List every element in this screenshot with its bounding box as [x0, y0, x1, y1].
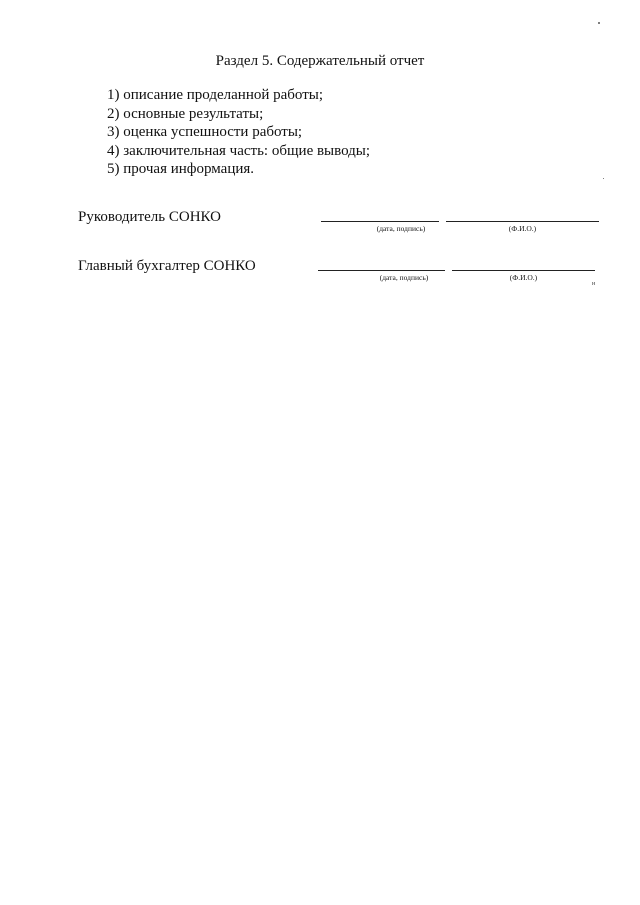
name-line — [446, 221, 599, 222]
list-item: 2) основные результаты; — [107, 105, 264, 122]
name-line — [452, 270, 595, 271]
date-signature-caption: (дата, подпись) — [379, 273, 429, 282]
scan-speck — [598, 22, 600, 24]
list-item: 3) оценка успешности работы; — [107, 124, 303, 140]
signature-label: Руководитель СОНКО — [78, 209, 221, 225]
name-caption: (Ф.И.О.) — [509, 273, 538, 282]
scan-speck — [603, 178, 604, 179]
section-title: Раздел 5. Содержательный отчет — [215, 53, 425, 69]
name-caption: (Ф.И.О.) — [508, 224, 537, 233]
date-signature-caption: (дата, подпись) — [376, 224, 426, 233]
signature-row-director — [0, 208, 640, 248]
list-item: 5) прочая информация. — [107, 161, 255, 177]
list-item: 4) заключительная часть: общие выводы; — [107, 142, 371, 159]
signature-label: Главный бухгалтер СОНКО — [78, 258, 256, 274]
report-contents-list — [107, 86, 370, 179]
signature-row-chief-accountant — [0, 257, 640, 297]
list-item: 1) описание проделанной работы; — [107, 87, 324, 103]
corner-mark: н — [592, 281, 596, 287]
date-signature-line — [318, 270, 445, 271]
date-signature-line — [321, 221, 439, 222]
